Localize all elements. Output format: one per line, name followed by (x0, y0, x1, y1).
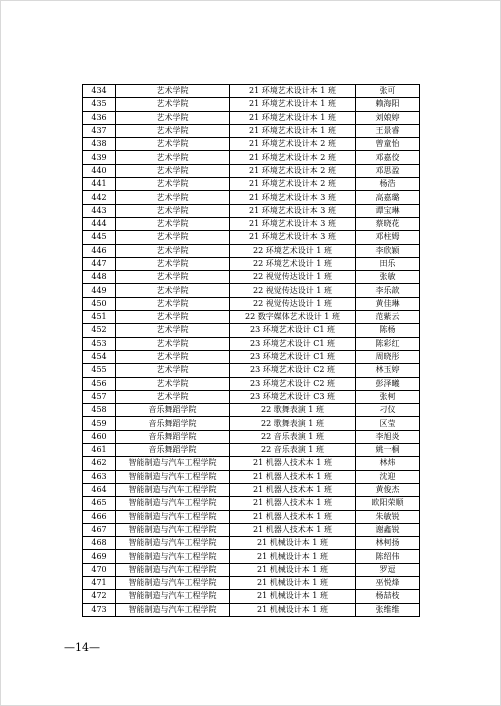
student-name-cell: 谭宝琳 (356, 204, 420, 217)
student-name-cell: 巫悦烽 (356, 576, 420, 589)
table-row (83, 337, 420, 350)
row-number-cell: 438 (83, 138, 116, 151)
student-name-cell: 李旭炎 (356, 430, 420, 443)
college-cell: 智能制造与汽车工程学院 (116, 510, 230, 523)
table-row (83, 257, 420, 270)
student-name-cell: 欧阳荣顺 (356, 497, 420, 510)
college-cell: 智能制造与汽车工程学院 (116, 563, 230, 576)
student-name-cell: 林玉婷 (356, 364, 420, 377)
row-number-cell: 457 (83, 390, 116, 403)
table-row (83, 483, 420, 496)
class-cell: 21 机械设计本 1 班 (230, 563, 356, 576)
student-name-cell: 高嘉璐 (356, 191, 420, 204)
college-cell: 智能制造与汽车工程学院 (116, 523, 230, 536)
row-number-cell: 434 (83, 85, 116, 98)
college-cell: 艺术学院 (116, 350, 230, 363)
row-number-cell: 473 (83, 603, 116, 616)
student-name-cell: 田乐 (356, 257, 420, 270)
row-number-cell: 463 (83, 470, 116, 483)
row-number-cell: 462 (83, 457, 116, 470)
class-cell: 21 环境艺术设计本 3 班 (230, 204, 356, 217)
class-cell: 21 环境艺术设计本 3 班 (230, 231, 356, 244)
student-name-cell: 陈绍伟 (356, 550, 420, 563)
row-number-cell: 448 (83, 271, 116, 284)
college-cell: 智能制造与汽车工程学院 (116, 457, 230, 470)
class-cell: 22 环境艺术设计 1 班 (230, 257, 356, 270)
student-name-cell: 赖海阳 (356, 98, 420, 111)
class-cell: 21 环境艺术设计本 2 班 (230, 138, 356, 151)
table-row (83, 550, 420, 563)
college-cell: 艺术学院 (116, 111, 230, 124)
row-number-cell: 435 (83, 98, 116, 111)
college-cell: 艺术学院 (116, 364, 230, 377)
college-cell: 音乐舞蹈学院 (116, 404, 230, 417)
table-row (83, 244, 420, 257)
student-name-cell: 张维维 (356, 603, 420, 616)
college-cell: 智能制造与汽车工程学院 (116, 550, 230, 563)
row-number-cell: 454 (83, 350, 116, 363)
class-cell: 21 环境艺术设计本 3 班 (230, 217, 356, 230)
table-row (83, 178, 420, 191)
student-name-cell: 朱敏锐 (356, 510, 420, 523)
student-name-cell: 邓柱姆 (356, 231, 420, 244)
row-number-cell: 443 (83, 204, 116, 217)
student-name-cell: 王景睿 (356, 124, 420, 137)
class-cell: 23 环境艺术设计 C3 班 (230, 390, 356, 403)
student-name-cell: 谢鑫锐 (356, 523, 420, 536)
row-number-cell: 466 (83, 510, 116, 523)
table-row (83, 311, 420, 324)
class-cell: 21 机械设计本 1 班 (230, 550, 356, 563)
row-number-cell: 445 (83, 231, 116, 244)
student-name-cell: 黄佳琳 (356, 297, 420, 310)
class-cell: 22 歌舞表演 1 班 (230, 404, 356, 417)
class-cell: 21 机器人技术本 1 班 (230, 457, 356, 470)
student-name-cell: 陈杨 (356, 324, 420, 337)
row-number-cell: 455 (83, 364, 116, 377)
row-number-cell: 471 (83, 576, 116, 589)
row-number-cell: 453 (83, 337, 116, 350)
student-name-cell: 蔡晓花 (356, 217, 420, 230)
row-number-cell: 442 (83, 191, 116, 204)
class-cell: 21 机械设计本 1 班 (230, 537, 356, 550)
student-name-cell: 陈彩红 (356, 337, 420, 350)
class-cell: 22 音乐表演 1 班 (230, 444, 356, 457)
class-cell: 22 视觉传达设计 1 班 (230, 271, 356, 284)
table-row (83, 204, 420, 217)
table-row (83, 444, 420, 457)
class-cell: 23 环境艺术设计 C2 班 (230, 377, 356, 390)
row-number-cell: 452 (83, 324, 116, 337)
college-cell: 音乐舞蹈学院 (116, 417, 230, 430)
student-name-cell: 林柯扬 (356, 537, 420, 550)
student-name-cell: 区莹 (356, 417, 420, 430)
table-row (83, 231, 420, 244)
table-row (83, 576, 420, 589)
table-row (83, 85, 420, 98)
row-number-cell: 469 (83, 550, 116, 563)
college-cell: 艺术学院 (116, 191, 230, 204)
class-cell: 21 环境艺术设计本 2 班 (230, 178, 356, 191)
table-row (83, 390, 420, 403)
college-cell: 音乐舞蹈学院 (116, 430, 230, 443)
table-row (83, 271, 420, 284)
row-number-cell: 437 (83, 124, 116, 137)
college-cell: 智能制造与汽车工程学院 (116, 497, 230, 510)
college-cell: 智能制造与汽车工程学院 (116, 470, 230, 483)
row-number-cell: 470 (83, 563, 116, 576)
row-number-cell: 436 (83, 111, 116, 124)
class-cell: 21 机械设计本 1 班 (230, 603, 356, 616)
class-cell: 22 视觉传达设计 1 班 (230, 297, 356, 310)
student-roster-table (82, 84, 420, 617)
class-cell: 21 环境艺术设计本 2 班 (230, 164, 356, 177)
student-name-cell: 周晓彤 (356, 350, 420, 363)
college-cell: 艺术学院 (116, 324, 230, 337)
college-cell: 艺术学院 (116, 231, 230, 244)
table-row (83, 404, 420, 417)
student-name-cell: 邓嘉佼 (356, 151, 420, 164)
table-row (83, 590, 420, 603)
student-name-cell: 姚一桐 (356, 444, 420, 457)
college-cell: 艺术学院 (116, 297, 230, 310)
class-cell: 21 环境艺术设计本 1 班 (230, 85, 356, 98)
student-name-cell: 杨喆枝 (356, 590, 420, 603)
college-cell: 艺术学院 (116, 217, 230, 230)
class-cell: 21 机械设计本 1 班 (230, 590, 356, 603)
student-name-cell: 范紫云 (356, 311, 420, 324)
class-cell: 21 环境艺术设计本 1 班 (230, 124, 356, 137)
student-name-cell: 张敏 (356, 271, 420, 284)
class-cell: 23 环境艺术设计 C1 班 (230, 350, 356, 363)
class-cell: 22 环境艺术设计 1 班 (230, 244, 356, 257)
table-row (83, 537, 420, 550)
college-cell: 艺术学院 (116, 244, 230, 257)
table-row (83, 164, 420, 177)
table-row (83, 364, 420, 377)
row-number-cell: 468 (83, 537, 116, 550)
college-cell: 艺术学院 (116, 204, 230, 217)
table-row (83, 470, 420, 483)
class-cell: 21 环境艺术设计本 3 班 (230, 191, 356, 204)
table-row (83, 457, 420, 470)
college-cell: 艺术学院 (116, 151, 230, 164)
row-number-cell: 467 (83, 523, 116, 536)
roster-body (83, 85, 420, 617)
student-name-cell: 李欣颖 (356, 244, 420, 257)
college-cell: 艺术学院 (116, 257, 230, 270)
class-cell: 22 视觉传达设计 1 班 (230, 284, 356, 297)
class-cell: 21 机器人技术本 1 班 (230, 523, 356, 536)
row-number-cell: 458 (83, 404, 116, 417)
table-row (83, 417, 420, 430)
row-number-cell: 451 (83, 311, 116, 324)
college-cell: 艺术学院 (116, 271, 230, 284)
college-cell: 音乐舞蹈学院 (116, 444, 230, 457)
student-name-cell: 邓思盈 (356, 164, 420, 177)
student-name-cell: 林炜 (356, 457, 420, 470)
college-cell: 智能制造与汽车工程学院 (116, 576, 230, 589)
table-row (83, 523, 420, 536)
row-number-cell: 439 (83, 151, 116, 164)
class-cell: 21 机器人技术本 1 班 (230, 510, 356, 523)
table-row (83, 217, 420, 230)
class-cell: 21 机器人技术本 1 班 (230, 497, 356, 510)
class-cell: 23 环境艺术设计 C1 班 (230, 324, 356, 337)
student-name-cell: 刁仪 (356, 404, 420, 417)
class-cell: 21 环境艺术设计本 1 班 (230, 111, 356, 124)
class-cell: 22 歌舞表演 1 班 (230, 417, 356, 430)
college-cell: 智能制造与汽车工程学院 (116, 483, 230, 496)
row-number-cell: 440 (83, 164, 116, 177)
student-name-cell: 李乐歆 (356, 284, 420, 297)
student-name-cell: 罗逗 (356, 563, 420, 576)
table-row (83, 124, 420, 137)
college-cell: 艺术学院 (116, 138, 230, 151)
student-name-cell: 杨浩 (356, 178, 420, 191)
row-number-cell: 444 (83, 217, 116, 230)
student-name-cell: 沈迎 (356, 470, 420, 483)
class-cell: 22 数字媒体艺术设计 1 班 (230, 311, 356, 324)
class-cell: 21 环境艺术设计本 2 班 (230, 151, 356, 164)
college-cell: 智能制造与汽车工程学院 (116, 537, 230, 550)
row-number-cell: 456 (83, 377, 116, 390)
row-number-cell: 449 (83, 284, 116, 297)
table-row (83, 510, 420, 523)
college-cell: 艺术学院 (116, 124, 230, 137)
row-number-cell: 465 (83, 497, 116, 510)
table-row (83, 98, 420, 111)
row-number-cell: 464 (83, 483, 116, 496)
row-number-cell: 446 (83, 244, 116, 257)
table-row (83, 324, 420, 337)
row-number-cell: 441 (83, 178, 116, 191)
table-row (83, 430, 420, 443)
college-cell: 艺术学院 (116, 164, 230, 177)
page-number: —14— (64, 641, 100, 654)
college-cell: 艺术学院 (116, 377, 230, 390)
class-cell: 21 机械设计本 1 班 (230, 576, 356, 589)
college-cell: 艺术学院 (116, 85, 230, 98)
table-row (83, 377, 420, 390)
table-row (83, 563, 420, 576)
row-number-cell: 450 (83, 297, 116, 310)
table-row (83, 350, 420, 363)
class-cell: 23 环境艺术设计 C1 班 (230, 337, 356, 350)
table-row (83, 497, 420, 510)
student-name-cell: 张可 (356, 85, 420, 98)
class-cell: 23 环境艺术设计 C2 班 (230, 364, 356, 377)
student-name-cell: 张柯 (356, 390, 420, 403)
row-number-cell: 447 (83, 257, 116, 270)
college-cell: 智能制造与汽车工程学院 (116, 590, 230, 603)
class-cell: 22 音乐表演 1 班 (230, 430, 356, 443)
table-row (83, 138, 420, 151)
college-cell: 艺术学院 (116, 178, 230, 191)
class-cell: 21 机器人技术本 1 班 (230, 483, 356, 496)
row-number-cell: 460 (83, 430, 116, 443)
table-row (83, 284, 420, 297)
student-name-cell: 彭泽曦 (356, 377, 420, 390)
student-name-cell: 曾童怡 (356, 138, 420, 151)
row-number-cell: 472 (83, 590, 116, 603)
table-row (83, 191, 420, 204)
table-row (83, 603, 420, 616)
class-cell: 21 机器人技术本 1 班 (230, 470, 356, 483)
table-row (83, 297, 420, 310)
college-cell: 艺术学院 (116, 337, 230, 350)
college-cell: 智能制造与汽车工程学院 (116, 603, 230, 616)
row-number-cell: 459 (83, 417, 116, 430)
table-row (83, 111, 420, 124)
college-cell: 艺术学院 (116, 98, 230, 111)
college-cell: 艺术学院 (116, 311, 230, 324)
table-row (83, 151, 420, 164)
row-number-cell: 461 (83, 444, 116, 457)
college-cell: 艺术学院 (116, 390, 230, 403)
student-name-cell: 黄俊杰 (356, 483, 420, 496)
class-cell: 21 环境艺术设计本 1 班 (230, 98, 356, 111)
student-name-cell: 刘娘婷 (356, 111, 420, 124)
college-cell: 艺术学院 (116, 284, 230, 297)
